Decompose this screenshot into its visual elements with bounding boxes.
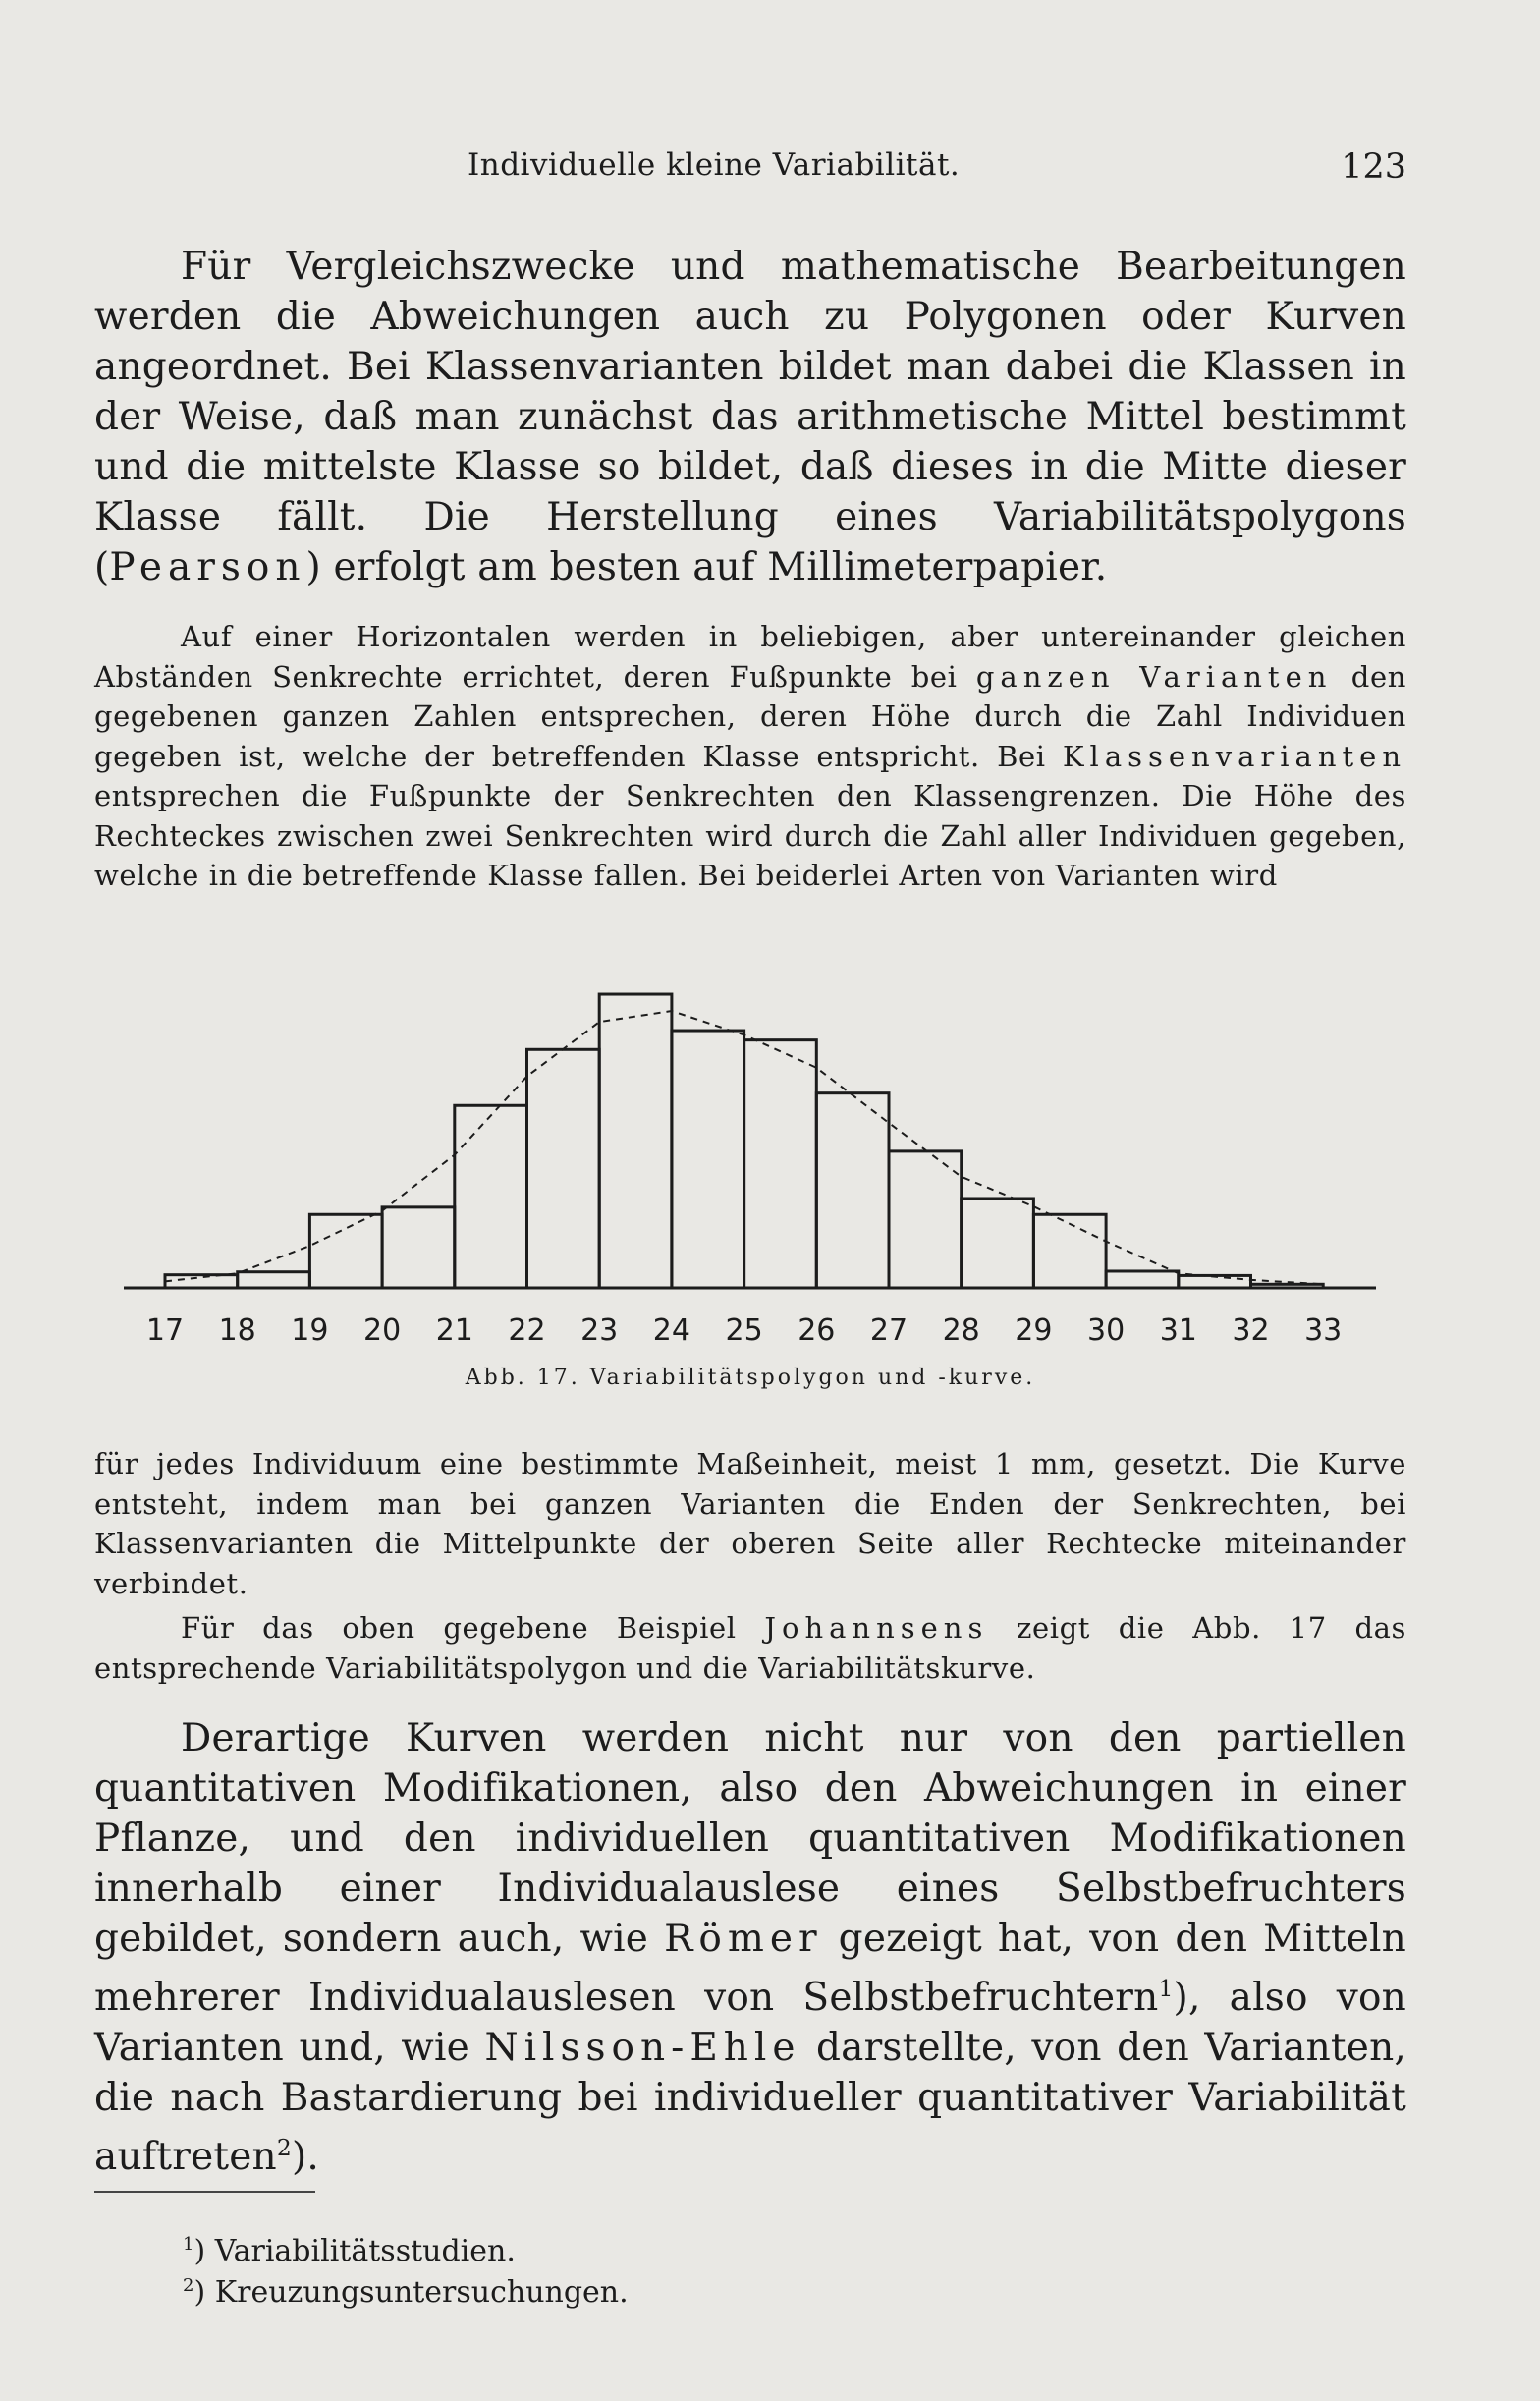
text-run: entsprechen die Fußpunkte der Senkrechten den Klassengrenzen. Die Höhe des Rechteckes zwischen zwei Senkrechten wird durch die Zahl aller Individuen gegeben, welche in die betreffende Klasse fallen. Bei beiderlei Arten von Varianten wird bbox=[94, 779, 1406, 892]
author-name-roemer: Römer bbox=[664, 1917, 823, 1961]
tick-label-17: 17 bbox=[145, 1313, 185, 1348]
text-run: Derartige Kurven werden nicht nur von den partiellen quantitativen Modifikationen, also den Abweichungen in einer Pflanze, und den individuellen quantitativen Modifikationen innerhalb einer Individualauslese eines Selbstbefruchters gebildet, sondern auch, wie bbox=[94, 1716, 1406, 1961]
tick-label-28: 28 bbox=[942, 1313, 980, 1348]
emphasis-klassenvarianten: Klassenvarianten bbox=[1062, 739, 1406, 773]
bar-29 bbox=[1033, 1214, 1106, 1288]
text-run: darstellte, von den Varianten, die nach Bastardierung bei individueller quantitativer Variabilität auftreten bbox=[94, 2026, 1406, 2179]
footnote-text: ) Variabilitätsstudien. bbox=[193, 2234, 516, 2268]
tick-label-20: 20 bbox=[363, 1313, 402, 1348]
tick-label-24: 24 bbox=[652, 1313, 690, 1348]
bar-24 bbox=[672, 1031, 744, 1288]
text-run: den gegebenen ganzen Zahlen entsprechen, deren Höhe durch die Zahl Individuen gegeben ist, welche der betreffenden Klasse entspricht. Bei bbox=[94, 659, 1406, 773]
tick-label-22: 22 bbox=[508, 1313, 546, 1348]
bars-group bbox=[165, 994, 1323, 1288]
text-run: Auf einer Horizontalen werden in beliebigen, aber untereinander gleichen Abständen Senkrechte errichtet, deren Fußpunkte bei bbox=[94, 620, 1406, 694]
footnote-1 bbox=[183, 2225, 516, 2271]
bar-21 bbox=[455, 1105, 527, 1288]
bar-19 bbox=[309, 1214, 382, 1288]
text-run: Für das oben gegebene Beispiel bbox=[181, 1611, 765, 1645]
tick-label-23: 23 bbox=[580, 1313, 619, 1348]
page-number: 123 bbox=[1341, 147, 1406, 187]
tick-label-32: 32 bbox=[1232, 1313, 1270, 1348]
tick-label-31: 31 bbox=[1159, 1313, 1197, 1348]
footnote-2 bbox=[183, 2266, 629, 2313]
tick-label-26: 26 bbox=[798, 1313, 836, 1348]
bar-27 bbox=[889, 1151, 962, 1288]
tick-label-18: 18 bbox=[218, 1313, 256, 1348]
bar-22 bbox=[527, 1049, 600, 1288]
tick-label-33: 33 bbox=[1304, 1313, 1343, 1348]
paragraph-johannsen bbox=[94, 1608, 1406, 1688]
text-run: ), also von Varianten und, wie bbox=[94, 1976, 1406, 2070]
figure-17 bbox=[94, 958, 1406, 1410]
running-header bbox=[94, 147, 1406, 196]
author-name-pearson: Pearson bbox=[109, 545, 306, 589]
text-run: für jedes Individuum eine bestimmte Maßeinheit, meist 1 mm, gesetzt. Die Kurve entsteht, indem man bei ganzen Varianten die Enden der Senkrechten, bei Klassenvarianten die Mittelpunkte der oberen Seite aller Rechtecke miteinander verbindet. bbox=[94, 1447, 1406, 1600]
footnote-ref-1[interactable]: 1 bbox=[1158, 1975, 1174, 2002]
bar-28 bbox=[962, 1199, 1034, 1288]
tick-label-21: 21 bbox=[435, 1313, 473, 1348]
tick-label-25: 25 bbox=[725, 1313, 763, 1348]
footnote-text: ) Kreuzungsuntersuchungen. bbox=[193, 2275, 629, 2310]
tick-label-19: 19 bbox=[291, 1313, 329, 1348]
bar-23 bbox=[599, 994, 672, 1288]
paragraph-curves bbox=[94, 1713, 1406, 2182]
emphasis-ganzen-varianten: ganzen Varianten bbox=[975, 659, 1333, 694]
paragraph-continuation bbox=[94, 1444, 1406, 1603]
footnote-mark: 2 bbox=[183, 2275, 194, 2296]
tick-labels-group bbox=[146, 1313, 1342, 1348]
footnote-divider bbox=[94, 2191, 315, 2193]
bar-20 bbox=[382, 1207, 455, 1288]
author-name-nilsson-ehle: Nilsson-Ehle bbox=[484, 2026, 801, 2070]
bar-18 bbox=[238, 1272, 310, 1288]
paragraph-intro bbox=[94, 242, 1406, 592]
tick-label-29: 29 bbox=[1015, 1313, 1053, 1348]
footnote-mark: 1 bbox=[183, 2234, 194, 2255]
author-name-johannsen: Johannsens bbox=[764, 1611, 989, 1645]
footnote-ref-2[interactable]: 2 bbox=[276, 2134, 292, 2161]
running-title: Individuelle kleine Variabilität. bbox=[468, 147, 961, 183]
paragraph-method bbox=[94, 617, 1406, 896]
text-run: zeigt die Abb. 17 das entsprechende Variabilitätspolygon und die Variabilitätskurve. bbox=[94, 1611, 1406, 1685]
figure-caption: Abb. 17. Variabilitätspolygon und -kurve. bbox=[465, 1366, 1036, 1390]
histogram-chart bbox=[94, 958, 1406, 1361]
text-run: Für Vergleichszwecke und mathematische Bearbeitungen werden die Abweichungen auch zu Polygonen oder Kurven angeordnet. Bei Klassenvarianten bildet man dabei die Klassen in der Weise, daß man zunächst das arithmetische Mittel bestimmt und die mittelste Klasse so bildet, daß dieses in die Mitte dieser Klasse fällt. Die Herstellung eines Variabilitätspolygons ( bbox=[94, 245, 1406, 589]
tick-label-27: 27 bbox=[869, 1313, 908, 1348]
text-run: gezeigt hat, von den Mitteln mehrerer Individualauslesen von Selbstbefruchtern bbox=[94, 1917, 1406, 2020]
tick-label-30: 30 bbox=[1087, 1313, 1126, 1348]
bar-26 bbox=[816, 1093, 889, 1288]
bar-30 bbox=[1106, 1271, 1179, 1288]
bar-25 bbox=[744, 1040, 817, 1288]
text-run: ) erfolgt am besten auf Millimeterpapier. bbox=[305, 545, 1108, 589]
bar-17 bbox=[165, 1275, 238, 1288]
text-run: ). bbox=[291, 2135, 319, 2179]
